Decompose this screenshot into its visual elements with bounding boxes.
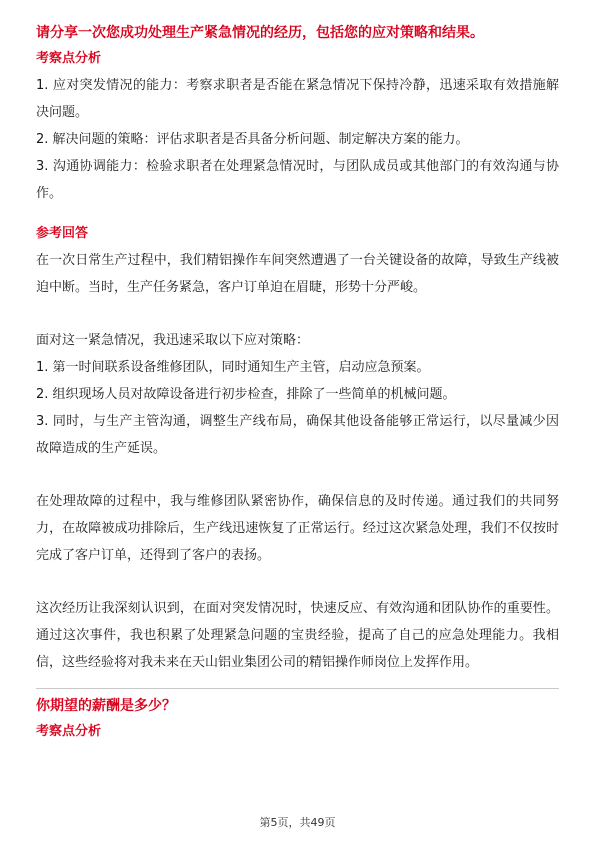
answer-intro: 在一次日常生产过程中，我们精铝操作车间突然遭遇了一台关键设备的故障，导致生产线被迫中断。当时，生产任务紧急，客户订单迫在眉睫，形势十分严峻。 (36, 253, 559, 295)
document-page (36, 22, 559, 745)
analysis-item: 1. 应对突发情况的能力：考察求职者是否能在紧急情况下保持冷静，迅速采取有效措施解决问题。 (36, 78, 559, 120)
question-title: 请分享一次您成功处理生产紧急情况的经历，包括您的应对策略和结果。 (36, 25, 484, 41)
strategy-item: 3. 同时，与生产主管沟通，调整生产线布局，确保其他设备能够正常运行，以尽量减少因故障造成的生产延误。 (36, 414, 559, 456)
analysis-item: 3. 沟通协调能力：检验求职者在处理紧急情况时，与团队成员或其他部门的有效沟通与协作。 (36, 159, 559, 201)
reflection-paragraph: 这次经历让我深刻认识到，在面对突发情况时，快速反应、有效沟通和团队协作的重要性。通过这次事件，我也积累了处理紧急问题的宝贵经验，提高了自己的应急处理能力。我相信，这些经验将对我未来在天山铝业集团公司的精铝操作师岗位上发挥作用。 (36, 601, 559, 670)
section-divider (36, 688, 559, 689)
answer-heading: 参考回答 (36, 226, 89, 241)
page-footer: 第5页，共49页 (259, 816, 336, 829)
strategy-item: 1. 第一时间联系设备维修团队，同时通知生产主管，启动应急预案。 (36, 360, 430, 375)
question-title-2: 你期望的薪酬是多少？ (36, 698, 176, 714)
strategy-lead: 面对这一紧急情况，我迅速采取以下应对策略： (36, 333, 310, 348)
analysis-heading: 考察点分析 (36, 51, 102, 66)
result-paragraph: 在处理故障的过程中，我与维修团队紧密协作，确保信息的及时传递。通过我们的共同努力，在故障被成功排除后，生产线迅速恢复了正常运行。经过这次紧急处理，我们不仅按时完成了客户订单，还得到了客户的表扬。 (36, 494, 559, 563)
analysis-heading-2: 考察点分析 (36, 724, 102, 739)
strategy-item: 2. 组织现场人员对故障设备进行初步检查，排除了一些简单的机械问题。 (36, 387, 456, 402)
analysis-item: 2. 解决问题的策略：评估求职者是否具备分析问题、制定解决方案的能力。 (36, 132, 469, 147)
